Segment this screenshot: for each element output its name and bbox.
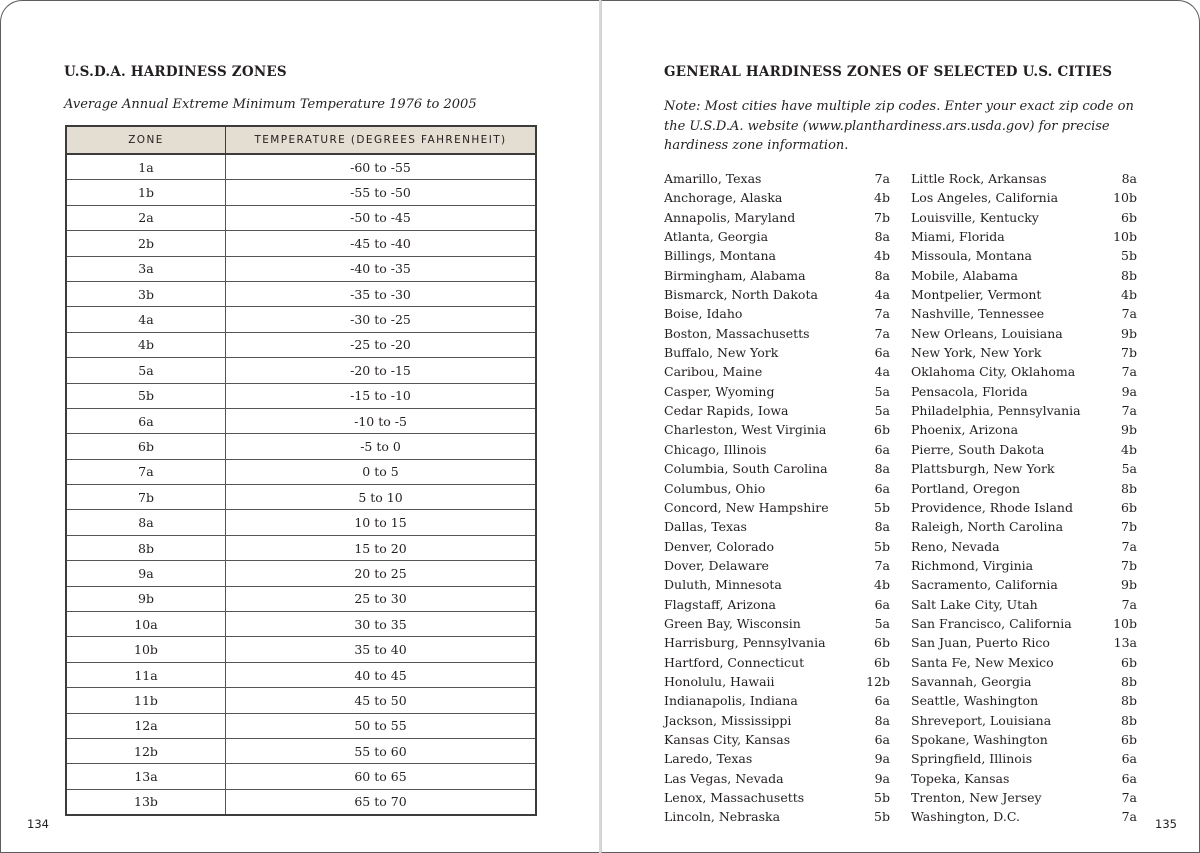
city-zone: 4a: [874, 364, 890, 380]
city-name: Charleston, West Virginia: [664, 422, 827, 438]
zone-cell: 6a: [66, 408, 226, 433]
list-item: [664, 169, 890, 188]
city-name: Washington, D.C.: [911, 809, 1020, 825]
temperature-cell: 10 to 15: [226, 510, 537, 535]
list-item: [664, 788, 890, 807]
city-zone: 4b: [874, 190, 890, 206]
city-name: Oklahoma City, Oklahoma: [911, 364, 1076, 380]
city-name: New York, New York: [911, 345, 1042, 361]
list-item: [664, 807, 890, 826]
city-name: Shreveport, Louisiana: [911, 712, 1052, 728]
table-row: [66, 205, 536, 230]
city-name: Missoula, Montana: [911, 248, 1032, 264]
city-name: Los Angeles, California: [911, 190, 1059, 206]
city-name: Richmond, Virginia: [911, 557, 1034, 573]
table-row: [66, 459, 536, 484]
table-row: [66, 789, 536, 815]
city-zone: 6a: [874, 731, 890, 747]
table-row: [66, 358, 536, 383]
list-item: [911, 479, 1137, 498]
list-item: [911, 556, 1137, 575]
city-zone: 7b: [1121, 519, 1137, 535]
city-name: Springfield, Illinois: [911, 751, 1033, 767]
list-item: [911, 749, 1137, 768]
city-zone: 5b: [874, 538, 890, 554]
zone-cell: 6b: [66, 434, 226, 459]
temperature-cell: -20 to -15: [226, 358, 537, 383]
list-item: [664, 769, 890, 788]
note-paragraph: Note: Most cities have multiple zip codes. Enter your exact zip code on the U.S.D.A. website (www.planthardiness.ars.usda.gov) for precise hardiness zone information.: [664, 99, 1134, 153]
city-name: Casper, Wyoming: [664, 383, 775, 399]
city-zone: 8b: [1121, 693, 1137, 709]
city-zone: 7a: [1121, 403, 1137, 419]
list-item: [911, 266, 1137, 285]
city-zone: 9a: [1121, 383, 1137, 399]
table-row: [66, 154, 536, 180]
city-zone: 5a: [874, 615, 890, 631]
table-row: [66, 434, 536, 459]
temperature-cell: 65 to 70: [226, 789, 537, 815]
list-item: [911, 227, 1137, 246]
list-item: [664, 382, 890, 401]
city-zone: 6a: [1121, 751, 1137, 767]
list-item: [664, 188, 890, 207]
left-page: [0, 0, 599, 853]
city-name: Jackson, Mississippi: [664, 712, 792, 728]
temperature-cell: 60 to 65: [226, 764, 537, 789]
list-item: [664, 401, 890, 420]
city-zone: 7a: [874, 171, 890, 186]
list-item: [911, 324, 1137, 343]
city-name: Chicago, Illinois: [664, 441, 767, 457]
city-zone: 7b: [874, 209, 890, 225]
list-item: [664, 575, 890, 594]
city-zone: 7a: [1121, 809, 1137, 825]
city-name: Montpelier, Vermont: [911, 287, 1042, 303]
list-item: [664, 556, 890, 575]
city-zone: 7a: [874, 306, 890, 322]
city-name: Little Rock, Arkansas: [911, 171, 1047, 186]
list-item: [911, 633, 1137, 652]
list-item: [911, 246, 1137, 265]
list-item: [664, 749, 890, 768]
city-name: New Orleans, Louisiana: [911, 325, 1063, 341]
table-subtitle: Average Annual Extreme Minimum Temperature 1976 to 2005: [64, 97, 477, 112]
zone-cell: 13b: [66, 789, 226, 815]
city-name: Seattle, Washington: [911, 693, 1039, 709]
city-zone: 9a: [874, 751, 890, 767]
zone-cell: 5a: [66, 358, 226, 383]
zone-cell: 1b: [66, 180, 226, 205]
temperature-cell: -50 to -45: [226, 205, 537, 230]
list-item: [911, 653, 1137, 672]
zone-cell: 12a: [66, 713, 226, 738]
zone-cell: 11b: [66, 688, 226, 713]
zone-cell: 2a: [66, 205, 226, 230]
list-item: [911, 769, 1137, 788]
table-row: [66, 256, 536, 281]
city-name: Columbus, Ohio: [664, 480, 766, 496]
list-item: [664, 362, 890, 381]
city-zone: 8a: [874, 712, 890, 728]
list-item: [911, 304, 1137, 323]
temperature-cell: -35 to -30: [226, 281, 537, 306]
cities-column-2: [911, 169, 1137, 827]
list-item: [664, 672, 890, 691]
city-zone: 6a: [874, 693, 890, 709]
table-row: [66, 535, 536, 560]
city-name: Miami, Florida: [911, 229, 1005, 245]
city-zone: 6b: [874, 422, 890, 438]
zone-cell: 3b: [66, 281, 226, 306]
city-name: Portland, Oregon: [911, 480, 1021, 496]
table-row: [66, 180, 536, 205]
list-item: [911, 285, 1137, 304]
city-name: Nashville, Tennessee: [911, 306, 1045, 322]
list-item: [664, 266, 890, 285]
city-zone: 7b: [1121, 345, 1137, 361]
city-zone: 9a: [874, 770, 890, 786]
list-item: [911, 730, 1137, 749]
city-zone: 7a: [1121, 790, 1137, 805]
city-zone: 9b: [1121, 325, 1137, 341]
list-item: [911, 401, 1137, 420]
city-name: Duluth, Minnesota: [664, 577, 782, 593]
city-name: Kansas City, Kansas: [664, 731, 791, 747]
list-item: [664, 208, 890, 227]
list-item: [664, 653, 890, 672]
list-item: [911, 575, 1137, 594]
zone-cell: 9b: [66, 586, 226, 611]
temperature-cell: -25 to -20: [226, 332, 537, 357]
page-number: 134: [27, 817, 49, 831]
city-zone: 6b: [874, 654, 890, 670]
zone-cell: 4a: [66, 307, 226, 332]
zone-cell: 8a: [66, 510, 226, 535]
city-zone: 7a: [1121, 538, 1137, 554]
table-row: [66, 307, 536, 332]
city-zone: 13a: [1113, 635, 1137, 651]
table-row: [66, 713, 536, 738]
list-item: [911, 362, 1137, 381]
list-item: [911, 459, 1137, 478]
zone-cell: 7a: [66, 459, 226, 484]
city-name: Raleigh, North Carolina: [911, 519, 1064, 535]
city-name: Caribou, Maine: [664, 364, 763, 380]
city-zone: 4a: [874, 287, 890, 303]
temperature-cell: -15 to -10: [226, 383, 537, 408]
table-row: [66, 561, 536, 586]
city-zone: 6b: [1121, 654, 1137, 670]
city-name: Amarillo, Texas: [664, 171, 762, 186]
city-zone: 4b: [874, 248, 890, 264]
list-item: [664, 691, 890, 710]
city-name: Hartford, Connecticut: [664, 654, 805, 670]
city-name: Billings, Montana: [664, 248, 776, 264]
list-item: [911, 188, 1137, 207]
city-name: Dover, Delaware: [664, 557, 769, 573]
city-name: Topeka, Kansas: [911, 770, 1010, 786]
table-row: [66, 510, 536, 535]
city-name: Lincoln, Nebraska: [664, 809, 781, 825]
city-name: Savannah, Georgia: [911, 673, 1032, 689]
list-item: [911, 691, 1137, 710]
city-zone: 8a: [874, 461, 890, 477]
zone-cell: 12b: [66, 738, 226, 763]
city-name: Pensacola, Florida: [911, 383, 1028, 399]
table-header-row: [66, 126, 536, 154]
list-item: [664, 537, 890, 556]
city-name: Columbia, South Carolina: [664, 461, 828, 477]
temperature-cell: 45 to 50: [226, 688, 537, 713]
list-item: [911, 208, 1137, 227]
city-zone: 4b: [1121, 287, 1137, 303]
city-zone: 7b: [1121, 557, 1137, 573]
city-name: Bismarck, North Dakota: [664, 287, 818, 303]
city-zone: 8a: [874, 267, 890, 283]
list-item: [664, 614, 890, 633]
city-zone: 5b: [874, 499, 890, 515]
city-zone: 8b: [1121, 673, 1137, 689]
list-item: [664, 440, 890, 459]
list-item: [664, 517, 890, 536]
city-name: Philadelphia, Pennsylvania: [911, 403, 1081, 419]
city-zone: 8a: [874, 519, 890, 535]
table-row: [66, 637, 536, 662]
list-item: [911, 672, 1137, 691]
zone-cell: 13a: [66, 764, 226, 789]
zone-cell: 7b: [66, 485, 226, 510]
city-name: Boise, Idaho: [664, 306, 743, 322]
city-name: Pierre, South Dakota: [911, 441, 1045, 457]
city-zone: 4b: [874, 577, 890, 593]
city-name: Honolulu, Hawaii: [664, 673, 775, 689]
zone-cell: 8b: [66, 535, 226, 560]
table-row: [66, 612, 536, 637]
city-zone: 6a: [874, 596, 890, 612]
city-name: Laredo, Texas: [664, 751, 753, 767]
city-name: San Juan, Puerto Rico: [911, 635, 1050, 651]
right-page: [601, 0, 1200, 853]
hardiness-zones-table: [65, 125, 537, 816]
city-zone: 5b: [1121, 248, 1137, 264]
temperature-cell: 40 to 45: [226, 662, 537, 687]
city-zone: 5a: [1121, 461, 1137, 477]
table-row: [66, 281, 536, 306]
city-name: Denver, Colorado: [664, 538, 775, 554]
city-zone: 10b: [1113, 229, 1137, 245]
city-name: Green Bay, Wisconsin: [664, 615, 801, 631]
city-name: Mobile, Alabama: [911, 267, 1018, 283]
list-item: [664, 324, 890, 343]
city-zone: 5b: [874, 809, 890, 825]
list-item: [664, 498, 890, 517]
city-name: Atlanta, Georgia: [664, 229, 769, 245]
list-item: [911, 343, 1137, 362]
city-name: Buffalo, New York: [664, 345, 779, 361]
column-header-temperature: TEMPERATURE (DEGREES FAHRENHEIT): [226, 126, 537, 154]
city-zone: 8b: [1121, 267, 1137, 283]
temperature-cell: 55 to 60: [226, 738, 537, 763]
city-name: Reno, Nevada: [911, 538, 1000, 554]
city-name: San Francisco, California: [911, 615, 1072, 631]
zone-cell: 10a: [66, 612, 226, 637]
list-item: [911, 807, 1137, 826]
city-name: Harrisburg, Pennsylvania: [664, 635, 826, 651]
table-row: [66, 231, 536, 256]
city-zone: 7a: [1121, 364, 1137, 380]
city-name: Annapolis, Maryland: [664, 209, 796, 225]
list-item: [911, 595, 1137, 614]
table-row: [66, 662, 536, 687]
city-zone: 6b: [1121, 209, 1137, 225]
temperature-cell: 50 to 55: [226, 713, 537, 738]
city-name: Salt Lake City, Utah: [911, 596, 1038, 612]
city-name: Anchorage, Alaska: [664, 190, 783, 206]
temperature-cell: 25 to 30: [226, 586, 537, 611]
city-zone: 7a: [1121, 306, 1137, 322]
city-zone: 9b: [1121, 422, 1137, 438]
list-item: [911, 537, 1137, 556]
temperature-cell: 30 to 35: [226, 612, 537, 637]
list-item: [664, 285, 890, 304]
city-zone: 6b: [874, 635, 890, 651]
city-name: Spokane, Washington: [911, 731, 1048, 747]
list-item: [664, 304, 890, 323]
table-row: [66, 688, 536, 713]
city-name: Flagstaff, Arizona: [664, 596, 777, 612]
city-zone: 8a: [874, 229, 890, 245]
table-row: [66, 485, 536, 510]
city-zone: 5a: [874, 383, 890, 399]
list-item: [664, 420, 890, 439]
list-item: [664, 595, 890, 614]
city-zone: 10b: [1113, 190, 1137, 206]
temperature-cell: -30 to -25: [226, 307, 537, 332]
list-item: [664, 343, 890, 362]
city-zone: 8b: [1121, 712, 1137, 728]
city-name: Cedar Rapids, Iowa: [664, 403, 789, 419]
list-item: [664, 730, 890, 749]
table-row: [66, 383, 536, 408]
table-row: [66, 408, 536, 433]
table-row: [66, 586, 536, 611]
page-heading: GENERAL HARDINESS ZONES OF SELECTED U.S. CITIES: [664, 64, 1113, 80]
list-item: [911, 498, 1137, 517]
city-name: Indianapolis, Indiana: [664, 693, 798, 709]
temperature-cell: -45 to -40: [226, 231, 537, 256]
list-item: [664, 633, 890, 652]
zone-cell: 5b: [66, 383, 226, 408]
city-name: Providence, Rhode Island: [911, 499, 1073, 515]
city-zone: 12b: [866, 673, 890, 689]
city-name: Sacramento, California: [911, 577, 1058, 593]
list-item: [911, 711, 1137, 730]
list-item: [664, 227, 890, 246]
city-zone: 10b: [1113, 615, 1137, 631]
table-row: [66, 332, 536, 357]
list-item: [911, 614, 1137, 633]
temperature-cell: 20 to 25: [226, 561, 537, 586]
temperature-cell: -55 to -50: [226, 180, 537, 205]
zone-cell: 2b: [66, 231, 226, 256]
city-zone: 8a: [1121, 171, 1137, 186]
cities-column-1: [664, 169, 890, 827]
city-name: Dallas, Texas: [664, 519, 747, 535]
city-zone: 7a: [874, 325, 890, 341]
zone-cell: 3a: [66, 256, 226, 281]
city-zone: 6b: [1121, 499, 1137, 515]
city-name: Phoenix, Arizona: [911, 422, 1019, 438]
list-item: [664, 459, 890, 478]
table-row: [66, 764, 536, 789]
city-zone: 6a: [874, 480, 890, 496]
city-zone: 5a: [874, 403, 890, 419]
temperature-cell: 0 to 5: [226, 459, 537, 484]
list-item: [911, 382, 1137, 401]
city-zone: 7a: [1121, 596, 1137, 612]
page-number: 135: [1155, 817, 1177, 831]
city-zone: 4b: [1121, 441, 1137, 457]
zone-cell: 10b: [66, 637, 226, 662]
temperature-cell: -10 to -5: [226, 408, 537, 433]
city-zone: 6b: [1121, 731, 1137, 747]
city-name: Lenox, Massachusetts: [664, 790, 805, 805]
city-name: Las Vegas, Nevada: [664, 770, 784, 786]
zone-cell: 9a: [66, 561, 226, 586]
list-item: [664, 479, 890, 498]
page-heading: U.S.D.A. HARDINESS ZONES: [64, 64, 287, 80]
city-name: Boston, Massachusetts: [664, 325, 810, 341]
temperature-cell: -5 to 0: [226, 434, 537, 459]
list-item: [911, 788, 1137, 807]
city-name: Birmingham, Alabama: [664, 267, 806, 283]
list-item: [911, 440, 1137, 459]
city-zone: 6a: [1121, 770, 1137, 786]
temperature-cell: 5 to 10: [226, 485, 537, 510]
temperature-cell: -40 to -35: [226, 256, 537, 281]
temperature-cell: -60 to -55: [350, 159, 411, 175]
city-zone: 6a: [874, 441, 890, 457]
city-zone: 6a: [874, 345, 890, 361]
list-item: [664, 711, 890, 730]
table-row: [66, 738, 536, 763]
zone-cell: 1a: [66, 154, 226, 180]
temperature-cell: 35 to 40: [226, 637, 537, 662]
list-item: [911, 517, 1137, 536]
list-item: [911, 169, 1137, 188]
city-zone: 7a: [874, 557, 890, 573]
list-item: [911, 420, 1137, 439]
city-name: Plattsburgh, New York: [911, 461, 1055, 477]
city-zone: 5b: [874, 790, 890, 805]
city-name: Louisville, Kentucky: [911, 209, 1039, 225]
list-item: [664, 246, 890, 265]
zone-cell: 11a: [66, 662, 226, 687]
city-zone: 8b: [1121, 480, 1137, 496]
column-header-zone: ZONE: [66, 126, 226, 154]
city-name: Trenton, New Jersey: [911, 790, 1042, 805]
city-name: Concord, New Hampshire: [664, 499, 829, 515]
zone-cell: 4b: [66, 332, 226, 357]
city-zone: 9b: [1121, 577, 1137, 593]
city-name: Santa Fe, New Mexico: [911, 654, 1054, 670]
temperature-cell: 15 to 20: [226, 535, 537, 560]
